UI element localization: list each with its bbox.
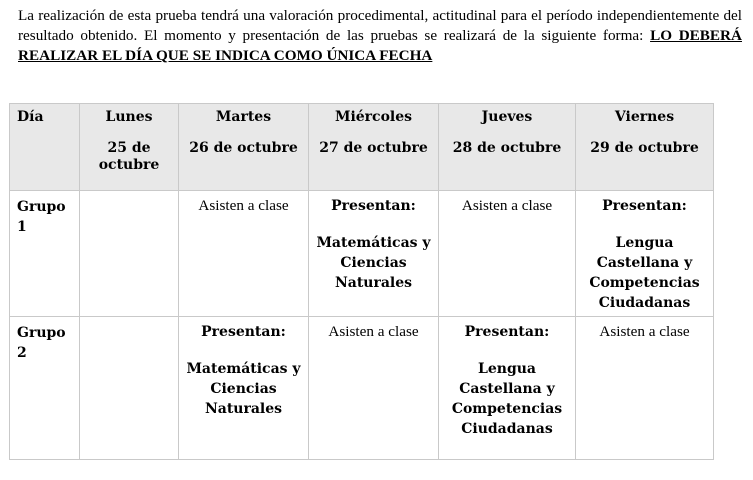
day-date: 29 de octubre — [590, 140, 699, 156]
day-name: Jueves — [481, 109, 533, 125]
group-label-cell — [10, 191, 80, 317]
cell-text: Asisten a clase — [198, 197, 289, 214]
table-row-group-2 — [10, 317, 714, 460]
group-label: Grupo 1 — [17, 199, 66, 235]
table-cell — [576, 317, 714, 460]
cell-label: Presentan: — [464, 324, 550, 340]
cell-label: Presentan: — [201, 324, 286, 340]
header-day-wednesday — [309, 104, 439, 191]
schedule-table — [9, 103, 714, 460]
group-label: Grupo 2 — [17, 325, 66, 361]
day-name: Lunes — [105, 109, 153, 125]
cell-label: Presentan: — [602, 198, 687, 214]
group-label-cell — [10, 317, 80, 460]
intro-paragraph — [18, 6, 742, 66]
cell-text: Asisten a clase — [599, 323, 690, 340]
table-cell — [309, 317, 439, 460]
table-header-row — [10, 104, 714, 191]
intro-text: La realización de esta prueba tendrá una valoración procedimental, actitudinal para el período independientemente del resultado obtenido. El momento y presentación de las pruebas se realizará de la siguiente forma: — [18, 7, 742, 44]
cell-subject: Matemáticas y Ciencias Naturales — [316, 235, 431, 291]
table-cell-empty — [80, 191, 179, 317]
day-name: Miércoles — [334, 109, 413, 125]
header-day-thursday — [439, 104, 576, 191]
day-date: 26 de octubre — [189, 140, 298, 156]
header-day-tuesday — [179, 104, 309, 191]
cell-subject: Matemáticas y Ciencias Naturales — [186, 361, 301, 417]
table-cell — [439, 317, 576, 460]
header-day-monday — [80, 104, 179, 191]
header-day-friday — [576, 104, 714, 191]
cell-subject: Lengua Castellana y Competencias Ciudadanas — [451, 361, 563, 437]
table-cell — [179, 191, 309, 317]
day-name: Martes — [215, 109, 272, 125]
day-name: Viernes — [614, 109, 675, 125]
header-dia: Día — [10, 104, 80, 191]
table-cell — [576, 191, 714, 317]
intro-emphasis: LO DEBERÁ REALIZAR EL DÍA QUE SE INDICA COMO ÚNICA FECHA — [18, 27, 742, 64]
day-date: 25 de octubre — [98, 140, 160, 173]
table-row-group-1 — [10, 191, 714, 317]
cell-text: Asisten a clase — [328, 323, 419, 340]
table-cell — [309, 191, 439, 317]
day-date: 27 de octubre — [319, 140, 428, 156]
table-cell — [439, 191, 576, 317]
table-cell-empty — [80, 317, 179, 460]
cell-subject: Lengua Castellana y Competencias Ciudadanas — [589, 235, 700, 311]
cell-text: Asisten a clase — [461, 197, 553, 214]
table-cell — [179, 317, 309, 460]
cell-label: Presentan: — [331, 198, 416, 214]
day-date: 28 de octubre — [452, 140, 562, 156]
